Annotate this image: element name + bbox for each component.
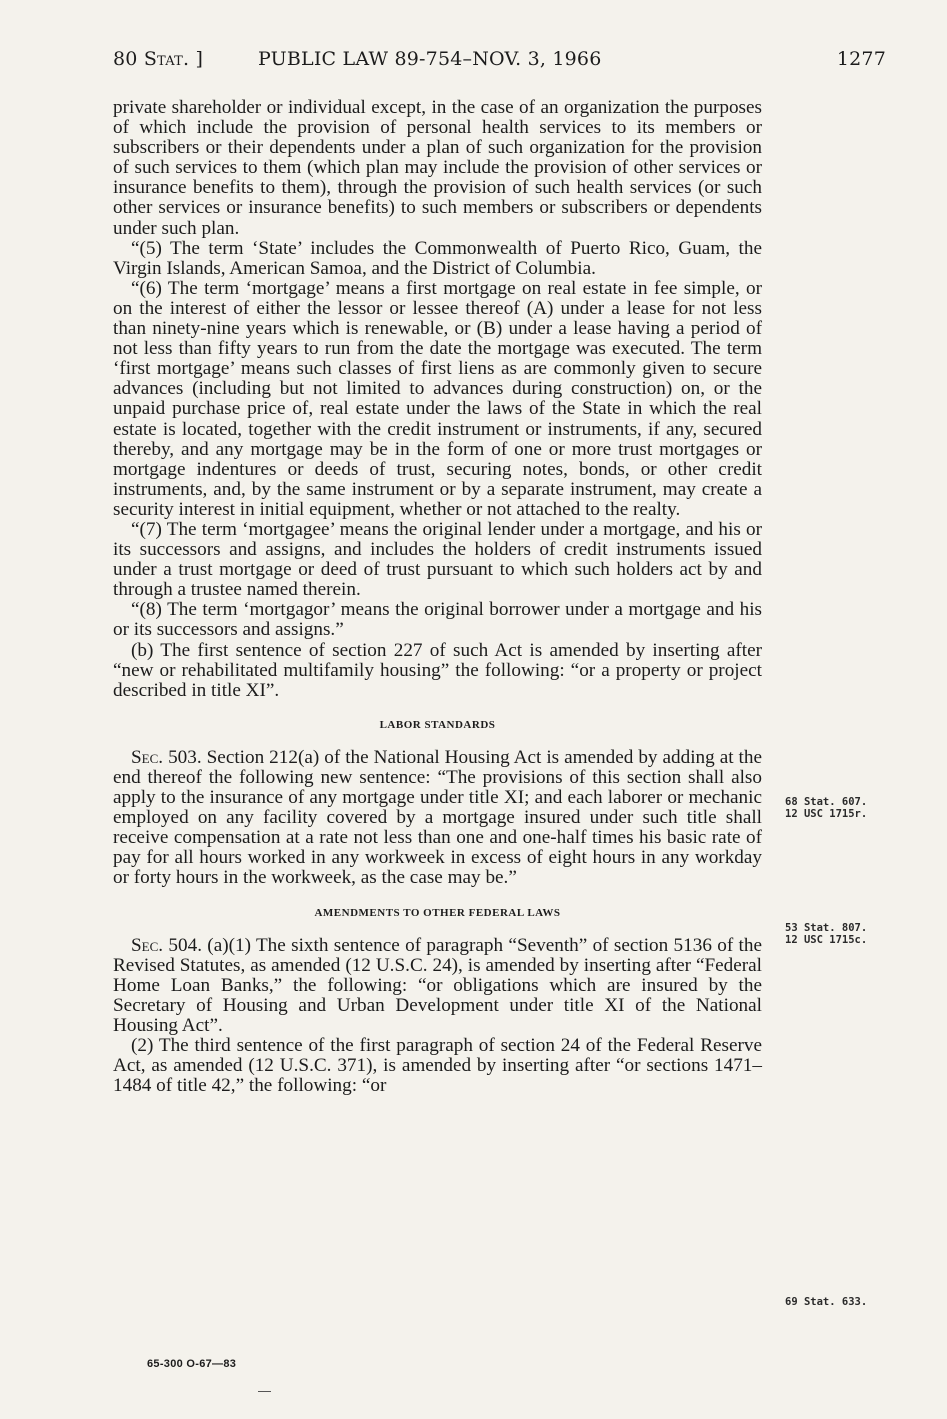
- sec-504-label: Sec.: [131, 934, 164, 956]
- margin-note-line: 12 USC 1715r.: [785, 808, 868, 820]
- paragraph-definition-mortgagee: “(7) The term ‘mortgagee’ means the original lender under a mortgage, and his or its successors and assigns, and includes the holders of credit instruments issued under a trust mortgage or deed of trust pursuant to which such holders act by and through a trustee named therein.: [113, 518, 762, 601]
- page-number: 1277: [836, 48, 886, 70]
- footer-rule: [258, 1391, 271, 1392]
- paragraph-definition-mortgage: “(6) The term ‘mortgage’ means a first mortgage on real estate in fee simple, or on the interest of either the lessor or lessee thereof (A) under a lease for not less than ninety-nine years which is renewable, or (B) under a lease having a period of not less than fifty years to run from the date the mortgage was executed. The term ‘first mortgage’ means such classes of first liens as are commonly given to secure advances (including but not limited to advances during construction) on, or the unpaid purchase price of, real estate under the laws of the State in which the real estate is located, together with the credit instrument or instruments, if any, secured thereby, and any mortgage may be in the form of one or more trust mortgages or mortgage indentures or deeds of trust, securing notes, bonds, or other credit instruments, and, by the same instrument or by a separate instrument, may create a security interest in initial equipment, whether or not attached to the realty.: [113, 277, 762, 520]
- paragraph-sec-503: [113, 748, 762, 889]
- header-bracket: ]: [195, 48, 204, 70]
- footer-print-code: 65-300 O-67—83: [147, 1358, 237, 1370]
- margin-note-line: 53 Stat. 807.: [785, 922, 868, 934]
- sec-503-label: Sec.: [131, 746, 164, 768]
- paragraph-definition-mortgagor: “(8) The term ‘mortgagor’ means the original borrower under a mortgage and his or its successors and assigns.”: [113, 599, 762, 641]
- paragraph-sec-504-2: (2) The third sentence of the first paragraph of section 24 of the Federal Reserve Act, as amended (12 U.S.C. 371), is amended by inserting after “or sections 1471–1484 of title 42,” the following: “or: [113, 1035, 762, 1097]
- body-text: [113, 98, 762, 1096]
- header-stat-label: Stat.: [143, 48, 190, 70]
- margin-note-53-stat: [785, 922, 867, 946]
- sec-504-text: 504. (a)(1) The sixth sentence of paragraph “Seventh” of section 5136 of the Revised Statutes, as amended (12 U.S.C. 24), is amended by inserting after “Federal Home Loan Banks,” the following: “or obligations which are insured by the Secretary of Housing and Urban Development under title XI of the National Housing Act”.: [113, 934, 762, 1037]
- margin-note-69-stat: [785, 1296, 867, 1308]
- header-volume: [113, 48, 203, 70]
- sec-503-text: 503. Section 212(a) of the National Housing Act is amended by adding at the end thereof the following new sentence: “The provisions of this section shall also apply to the insurance of any mortgage under title XI; and each laborer or mechanic employed on any facility covered by a mortgage insured under such title shall receive compensation at a rate not less than one and one-half times his basic rate of pay for all hours worked in any workweek in excess of eight hours in any workday or forty hours in the workweek, as the case may be.”: [113, 746, 762, 889]
- paragraph-definition-state: “(5) The term ‘State’ includes the Commonwealth of Puerto Rico, Guam, the Virgin Islands, American Samoa, and the District of Columbia.: [113, 237, 762, 279]
- heading-labor-standards: LABOR STANDARDS: [379, 718, 496, 731]
- paragraph-continuation: private shareholder or individual except, in the case of an organization the purposes of which include the provision of personal health services to its members or subscribers or their dependents under a plan of such organization for the provision of such services to them (which plan may include the provision of other services or insurance benefits to them), through the provision of such health services (or such other services or insurance benefits) to such members or subscribers or dependents under such plan.: [113, 97, 762, 239]
- paragraph-section-227: (b) The first sentence of section 227 of such Act is amended by inserting after “new or rehabilitated multifamily housing” the following: “or a property or project described in title XI”.: [113, 639, 762, 701]
- margin-note-line: 68 Stat. 607.: [785, 796, 868, 808]
- heading-amendments: AMENDMENTS TO OTHER FEDERAL LAWS: [314, 906, 561, 919]
- header-volume-number: 80: [113, 48, 144, 70]
- margin-note-line: 69 Stat. 633.: [785, 1296, 868, 1308]
- paragraph-sec-504: [113, 936, 762, 1036]
- margin-note-68-stat: [785, 796, 867, 820]
- margin-note-line: 12 USC 1715c.: [785, 934, 868, 946]
- header-title: PUBLIC LAW 89-754–NOV. 3, 1966: [258, 48, 602, 70]
